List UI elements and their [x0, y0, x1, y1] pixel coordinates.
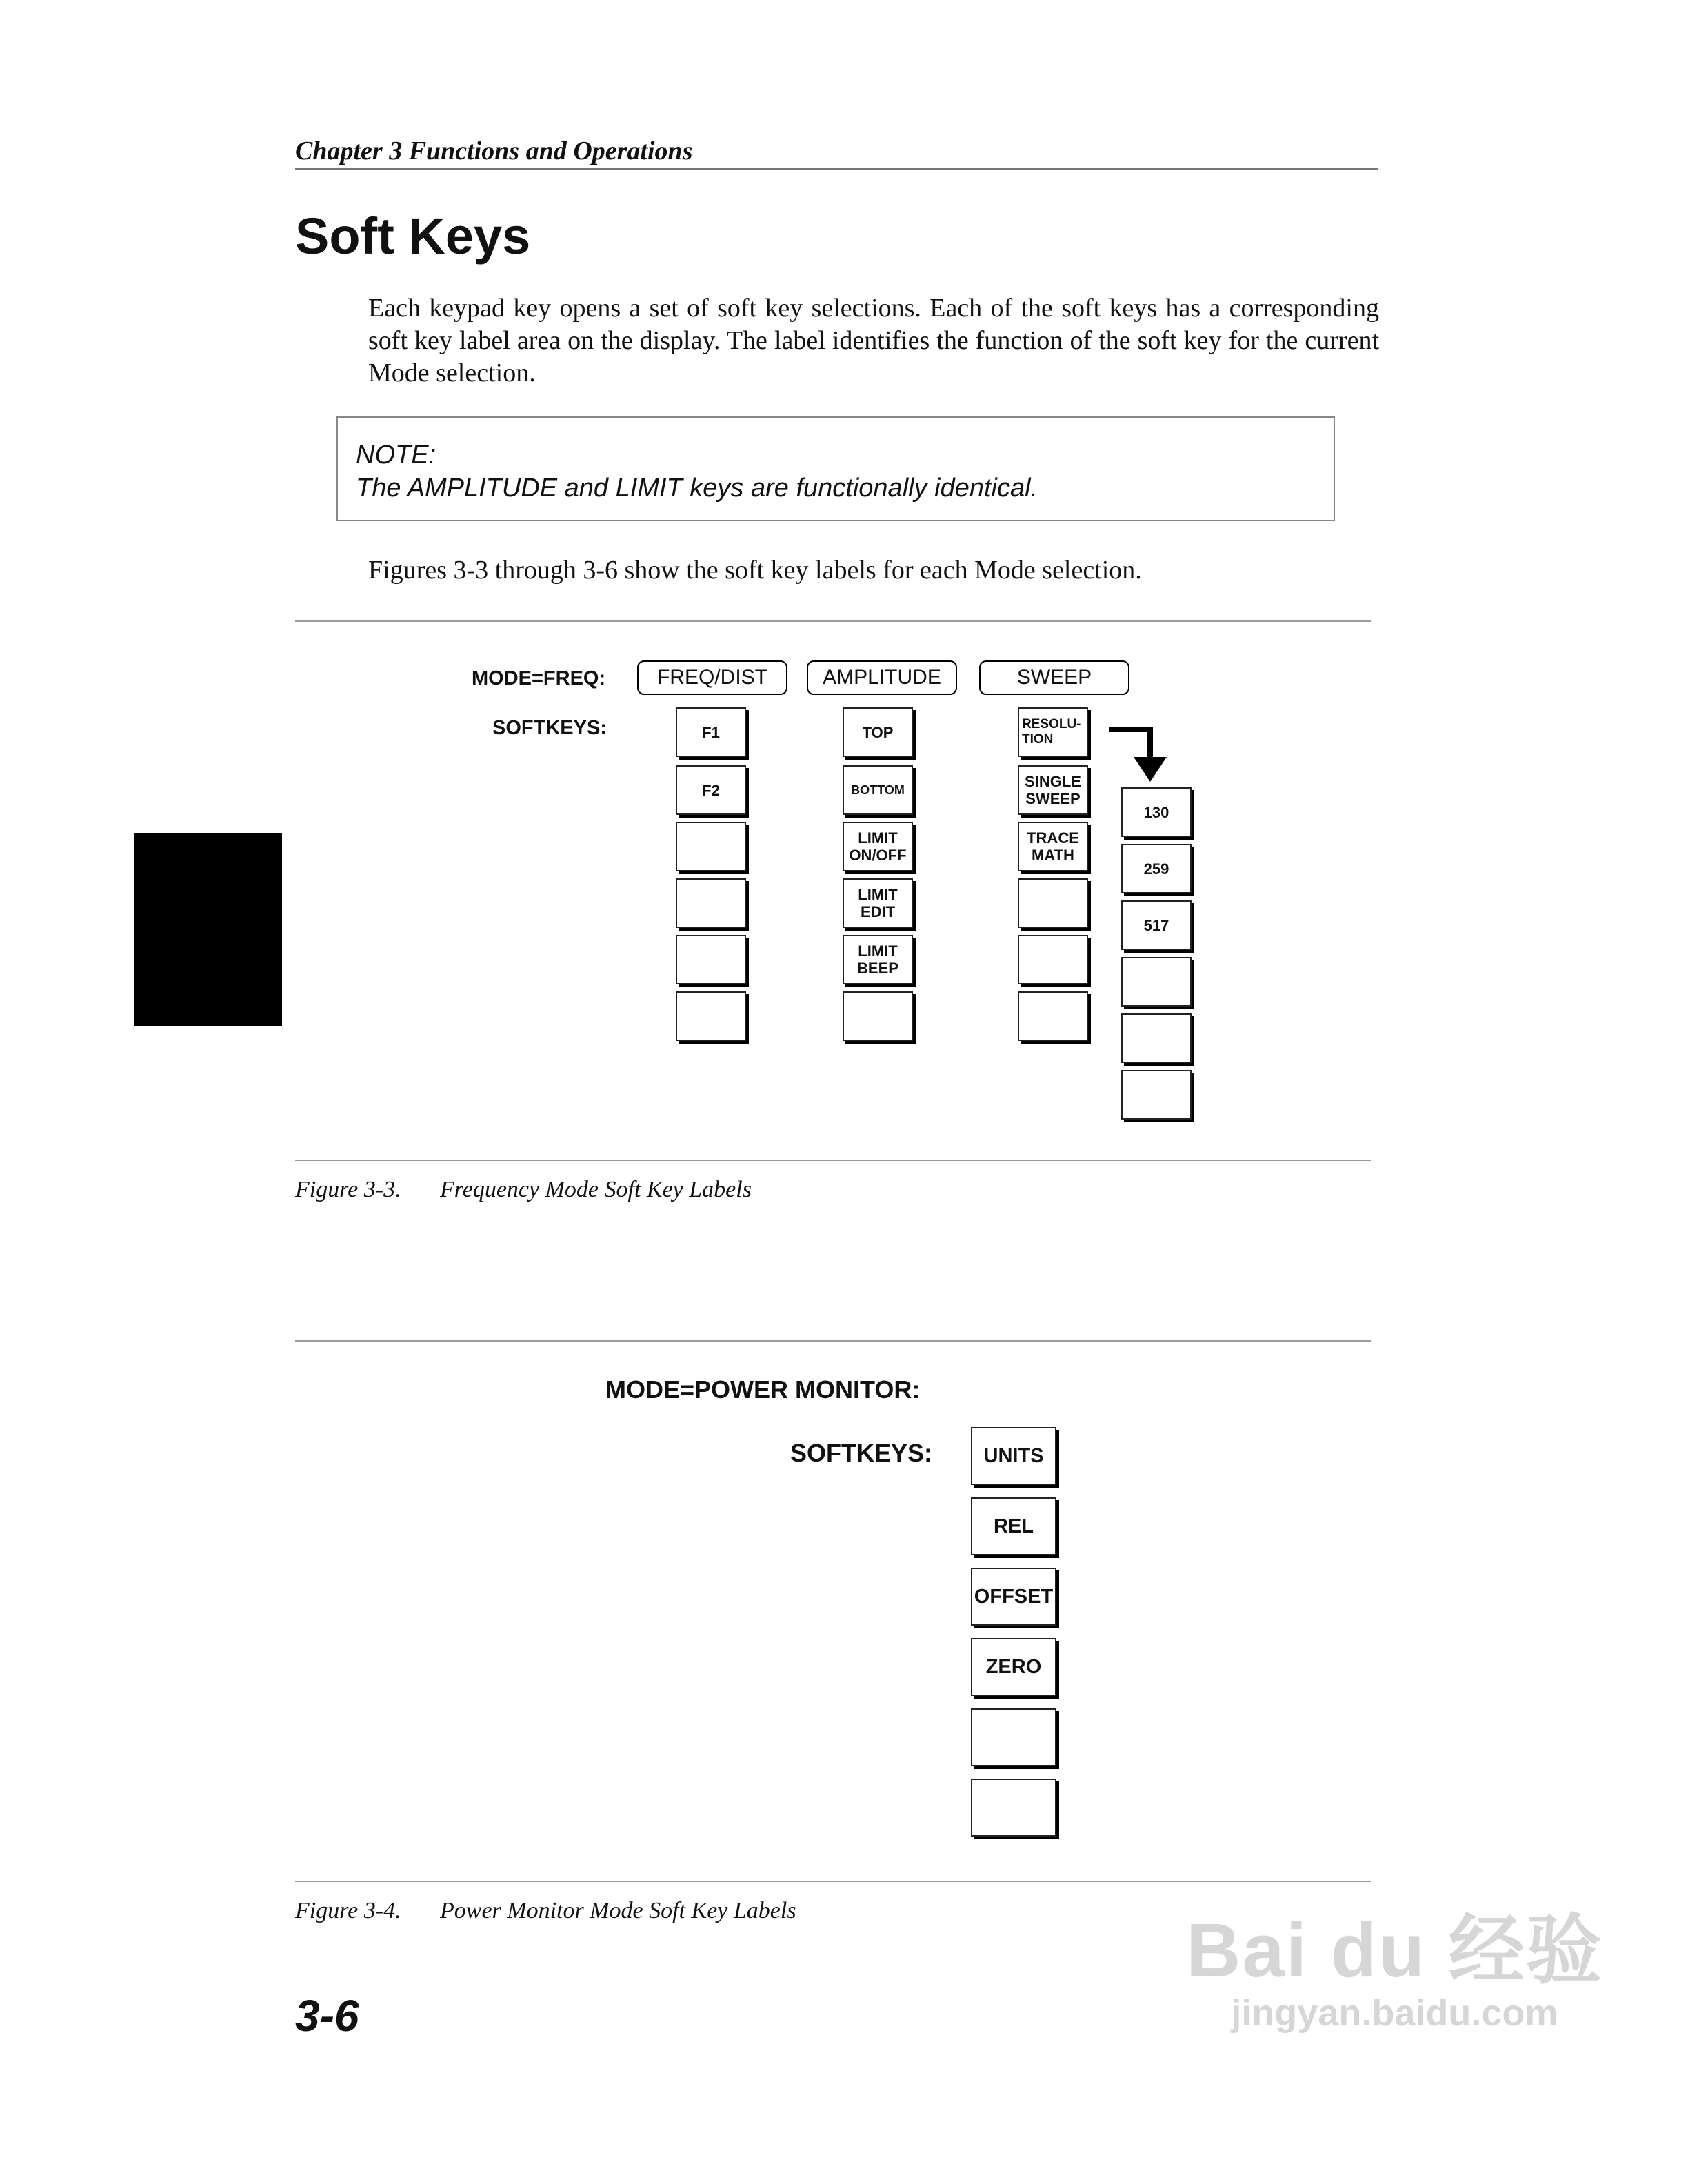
figures-intro: Figures 3-3 through 3-6 show the soft key labels for each Mode selection.	[368, 556, 1142, 585]
softkey-blank[interactable]	[676, 822, 746, 871]
watermark-url: jingyan.baidu.com	[1231, 1992, 1558, 2034]
softkey-blank[interactable]	[1018, 935, 1088, 984]
caption-number: Figure 3-3.	[295, 1177, 401, 1202]
softkey-blank[interactable]	[676, 991, 746, 1041]
figure-3-4-caption	[295, 1897, 796, 1925]
softkey-rel[interactable]: REL	[971, 1497, 1056, 1555]
figure-bottom-rule	[295, 1881, 1371, 1882]
figure-top-rule	[295, 1340, 1371, 1342]
softkey-limit-beep[interactable]: LIMIT BEEP	[843, 935, 913, 984]
softkey-blank[interactable]	[1121, 1070, 1192, 1120]
chapter-side-tab	[134, 833, 282, 1026]
softkey-blank[interactable]	[1121, 1013, 1192, 1063]
note-box	[336, 416, 1335, 521]
softkey-bottom[interactable]: BOTTOM	[843, 765, 913, 815]
baidu-watermark	[1186, 1910, 1603, 2034]
page-number: 3-6	[295, 1991, 359, 2041]
note-label: NOTE:	[356, 441, 436, 469]
caption-number: Figure 3-4.	[295, 1898, 401, 1923]
softkey-130[interactable]: 130	[1121, 787, 1192, 837]
power-mode-label: MODE=POWER MONITOR:	[605, 1375, 921, 1404]
sweep-mode-button[interactable]: SWEEP	[979, 660, 1129, 695]
softkey-blank[interactable]	[971, 1779, 1056, 1837]
softkey-trace-math[interactable]: TRACE MATH	[1018, 822, 1088, 871]
softkey-limit-on-off[interactable]: LIMIT ON/OFF	[843, 822, 913, 871]
page-title: Soft Keys	[295, 208, 531, 265]
softkey-f1[interactable]: F1	[676, 707, 746, 757]
figure-3-3-caption	[295, 1176, 752, 1204]
freq-mode-label: MODE=FREQ:	[472, 667, 606, 689]
softkey-blank[interactable]	[1018, 991, 1088, 1041]
figure-bottom-rule	[295, 1160, 1371, 1161]
watermark-main: Bai du 经验	[1186, 1908, 1603, 1993]
caption-text: Frequency Mode Soft Key Labels	[440, 1177, 752, 1202]
softkey-units[interactable]: UNITS	[971, 1427, 1056, 1485]
intro-paragraph: Each keypad key opens a set of soft key selections. Each of the soft keys has a corresponding soft key label area on the display. The label identifies the function of the soft key for the current Mode selection.	[368, 294, 1379, 387]
softkey-517[interactable]: 517	[1121, 900, 1192, 950]
softkey-limit-edit[interactable]: LIMIT EDIT	[843, 878, 913, 928]
caption-text: Power Monitor Mode Soft Key Labels	[440, 1898, 796, 1923]
chapter-header: Chapter 3 Functions and Operations	[295, 135, 1378, 170]
softkey-blank[interactable]	[843, 991, 913, 1041]
amplitude-mode-button[interactable]: AMPLITUDE	[807, 660, 957, 695]
softkey-offset[interactable]: OFFSET	[971, 1568, 1056, 1626]
softkey-blank[interactable]	[676, 878, 746, 928]
submenu-arrow-icon	[1106, 721, 1182, 787]
softkey-f2[interactable]: F2	[676, 765, 746, 815]
softkey-zero[interactable]: ZERO	[971, 1638, 1056, 1696]
softkey-single-sweep[interactable]: SINGLE SWEEP	[1018, 765, 1088, 815]
softkey-blank[interactable]	[1018, 878, 1088, 928]
power-softkeys-label: SOFTKEYS:	[790, 1439, 933, 1467]
note-text: The AMPLITUDE and LIMIT keys are functionally identical.	[356, 474, 1038, 503]
softkey-top[interactable]: TOP	[843, 707, 913, 757]
freq-softkeys-label: SOFTKEYS:	[492, 717, 607, 739]
softkey-resolution[interactable]: RESOLU- TION	[1018, 707, 1088, 757]
freq-dist-mode-button[interactable]: FREQ/DIST	[637, 660, 787, 695]
softkey-blank[interactable]	[1121, 957, 1192, 1007]
softkey-blank[interactable]	[971, 1708, 1056, 1766]
softkey-259[interactable]: 259	[1121, 844, 1192, 893]
figure-top-rule	[295, 620, 1371, 622]
softkey-blank[interactable]	[676, 935, 746, 984]
